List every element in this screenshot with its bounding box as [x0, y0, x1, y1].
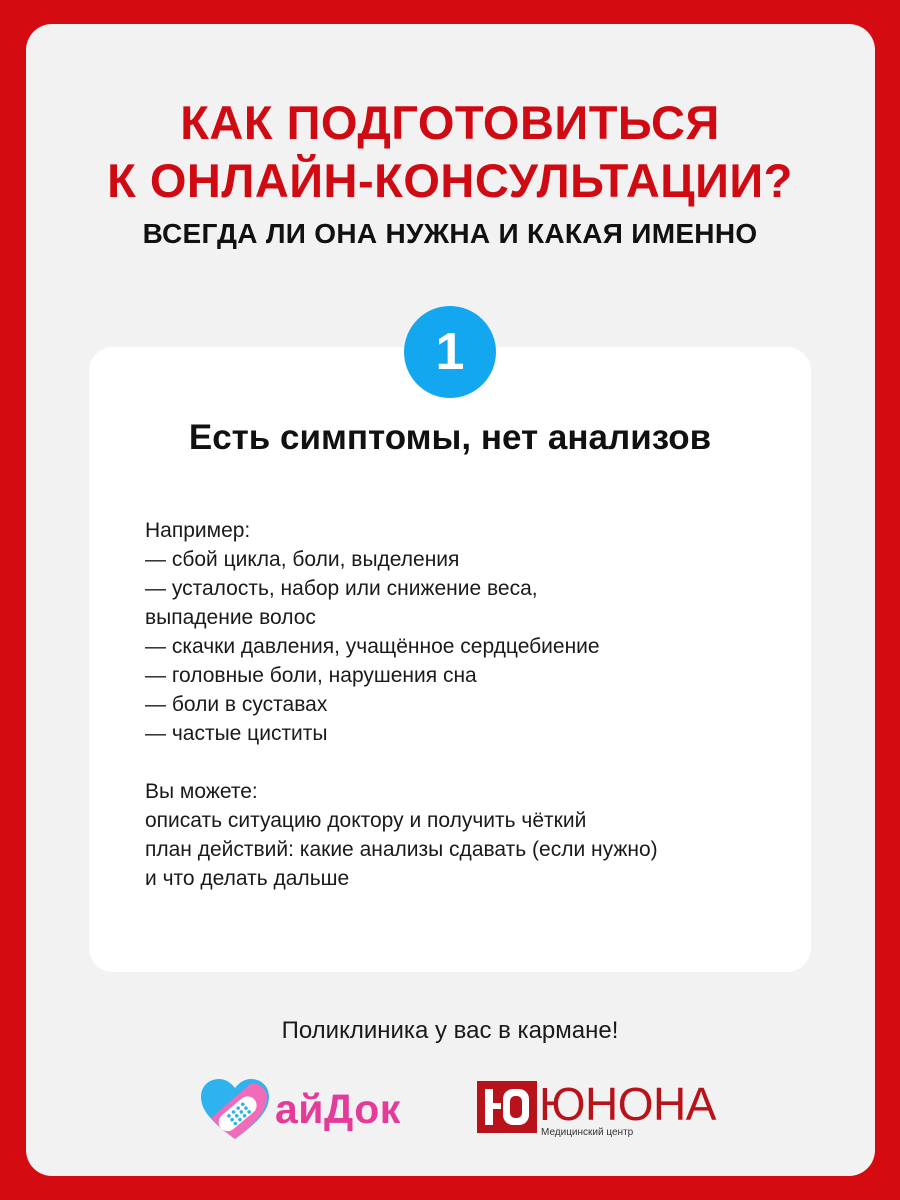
body-line: и что делать дальше — [145, 867, 350, 890]
body-line: Например: — [145, 519, 251, 542]
body-line: — скачки давления, учащённое сердцебиение — [145, 635, 600, 658]
body-line: — усталость, набор или снижение веса, — [145, 577, 538, 600]
yunona-logo — [473, 1075, 716, 1145]
heart-plaster-icon — [199, 1077, 271, 1143]
body-line: описать ситуацию доктору и получить чёткий — [145, 809, 587, 832]
card-body-text — [145, 516, 785, 893]
aidoc-logo — [199, 1075, 439, 1145]
yunona-mark-icon — [475, 1075, 539, 1135]
page-title-line-2: К ОНЛАЙН-КОНСУЛЬТАЦИИ? — [107, 154, 793, 207]
body-line: выпадение волос — [145, 606, 316, 629]
body-line: — сбой цикла, боли, выделения — [145, 548, 460, 571]
body-spacer — [145, 748, 785, 777]
yunona-logo-subtitle: Медицинский центр — [541, 1127, 634, 1138]
body-line: — частые циститы — [145, 722, 328, 745]
body-line: — головные боли, нарушения сна — [145, 664, 477, 687]
aidoc-logo-text: айДок — [275, 1086, 401, 1132]
page-subtitle: ВСЕГДА ЛИ ОНА НУЖНА И КАКАЯ ИМЕННО — [142, 218, 758, 249]
page-title-line-1: КАК ПОДГОТОВИТЬСЯ — [180, 96, 720, 149]
body-line: Вы можете: — [145, 780, 258, 803]
body-line: план действий: какие анализы сдавать (если нужно) — [145, 838, 658, 861]
step-number-badge: 1 — [404, 306, 496, 398]
footer-tagline: Поликлиника у вас в кармане! — [281, 1017, 619, 1044]
body-line: — боли в суставах — [145, 693, 328, 716]
yunona-logo-text: ЮНОНА — [539, 1078, 716, 1130]
card-title: Есть симптомы, нет анализов — [188, 418, 712, 457]
